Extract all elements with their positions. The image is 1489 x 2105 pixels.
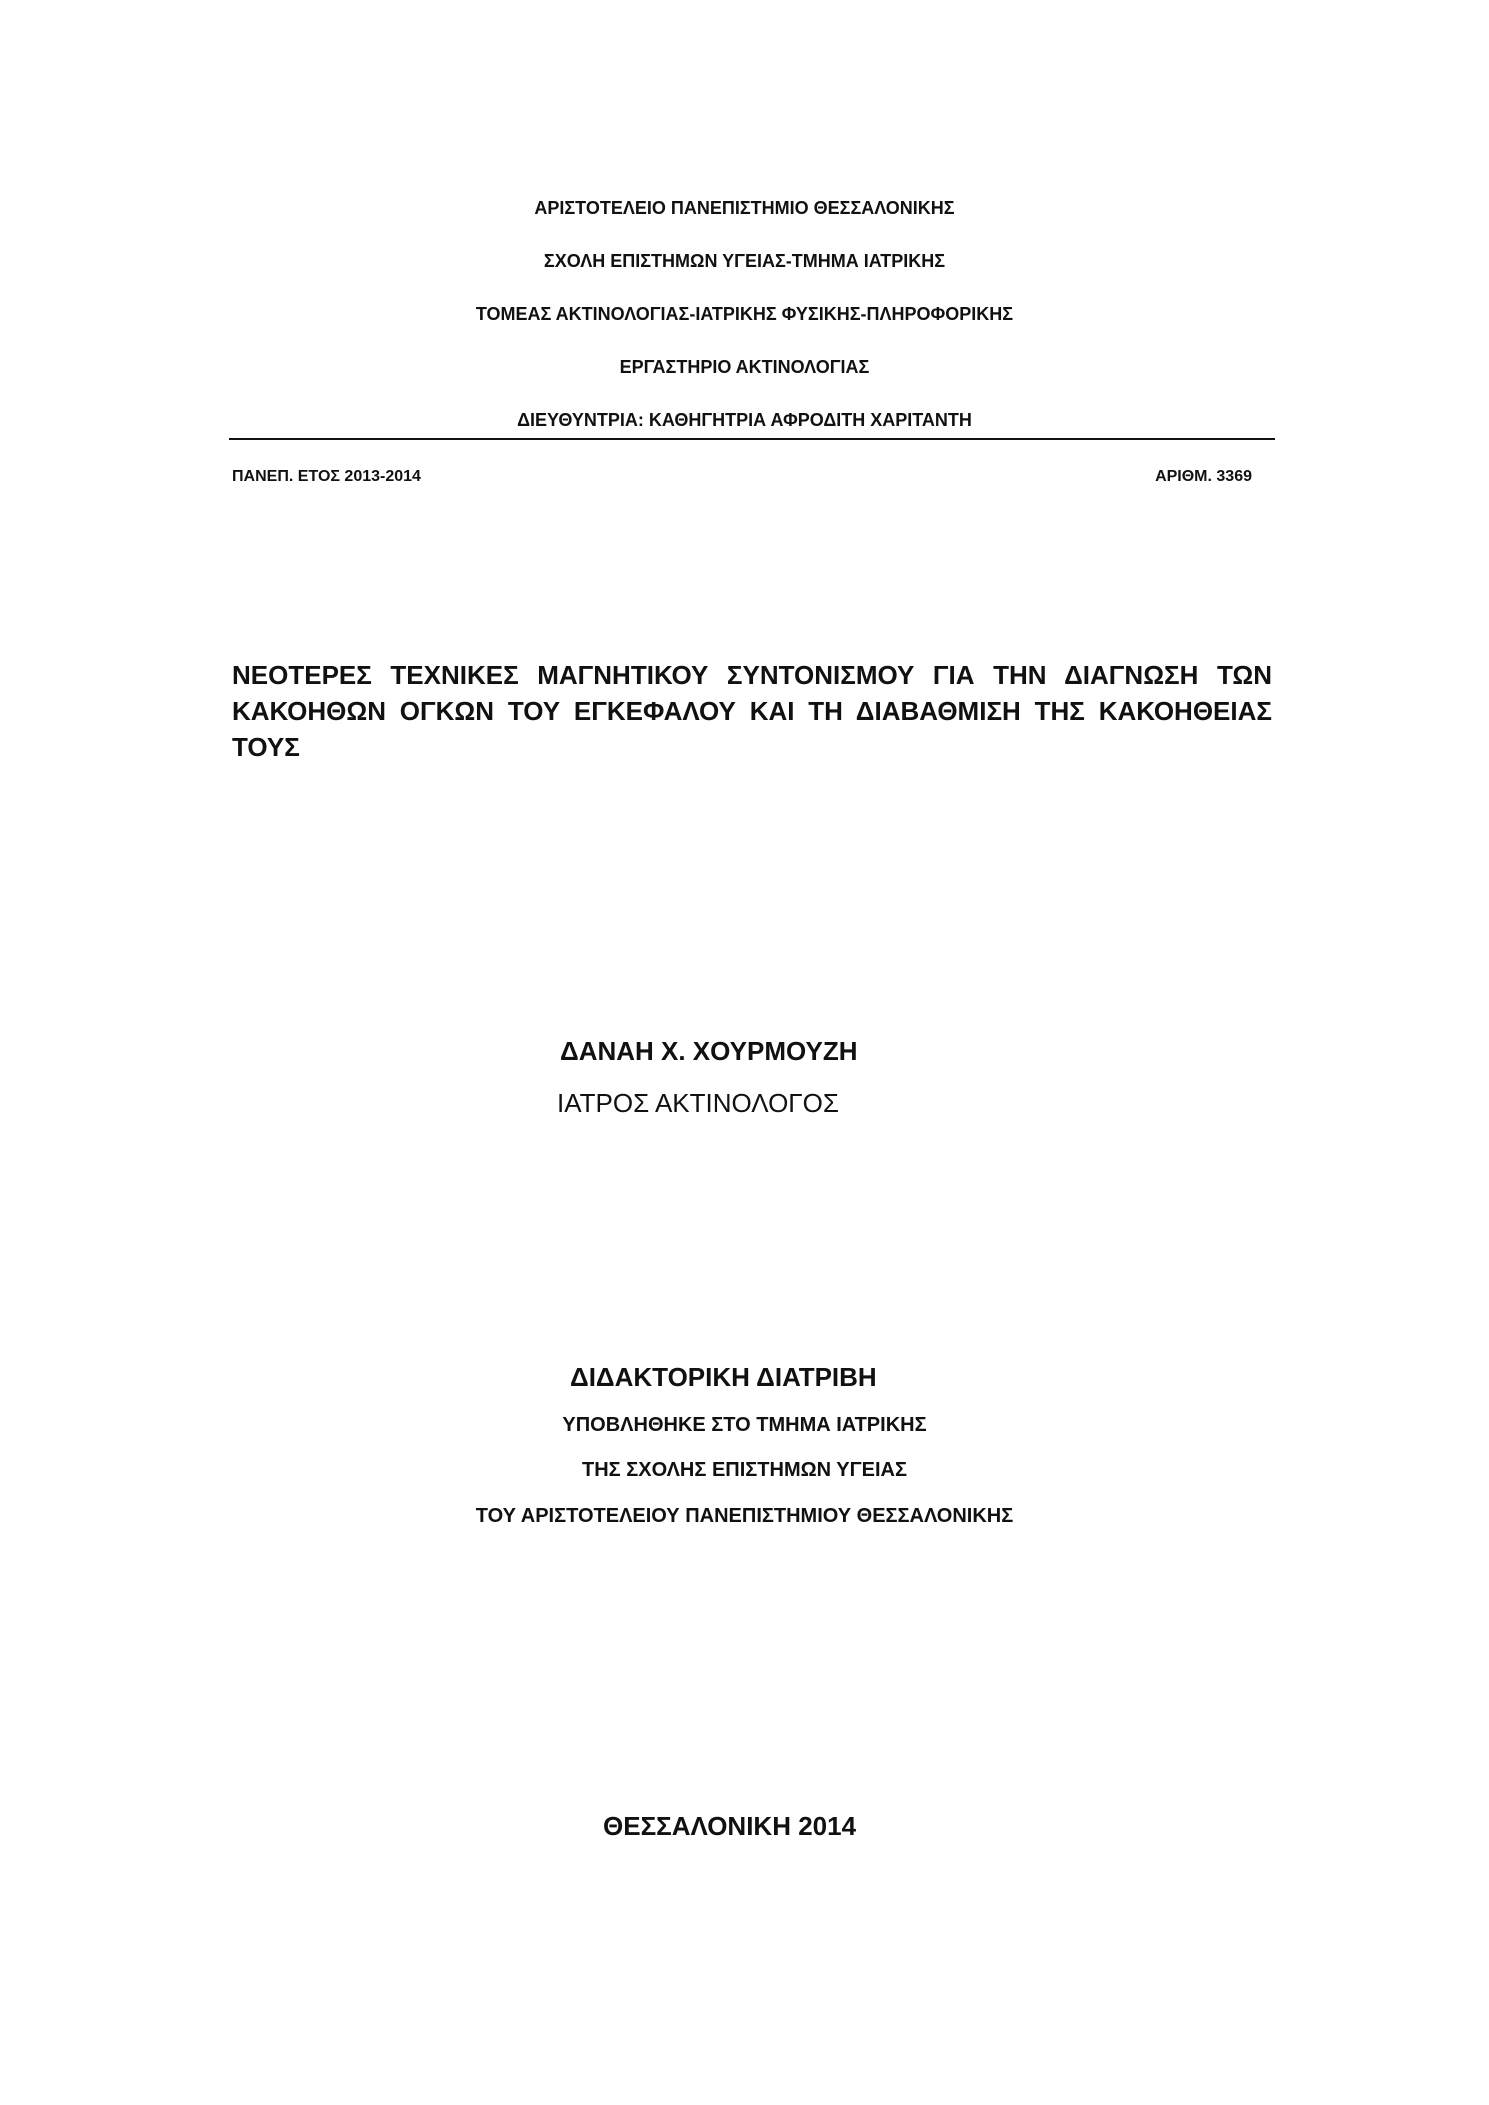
- thesis-title-line-1: ΝΕΟΤΕΡΕΣ ΤΕΧΝΙΚΕΣ ΜΑΓΝΗΤΙΚΟΥ ΣΥΝΤΟΝΙΣΜΟΥ ΓΙΑ ΤΗΝ ΔΙΑΓΝΩΣΗ ΤΩΝ: [232, 660, 1272, 690]
- header-divider: [229, 438, 1275, 440]
- thesis-type: ΔΙΔΑΚΤΟΡΙΚΗ ΔΙΑΤΡΙΒΗ: [570, 1362, 877, 1392]
- thesis-title-line-2: ΚΑΚΟΗΘΩΝ ΟΓΚΩΝ ΤΟΥ ΕΓΚΕΦΑΛΟΥ ΚΑΙ ΤΗ ΔΙΑΒΑΘΜΙΣΗ ΤΗΣ ΚΑΚΟΗΘΕΙΑΣ ΤΟΥΣ: [232, 696, 1272, 762]
- director-line: ΔΙΕΥΘΥΝΤΡΙΑ: ΚΑΘΗΓΗΤΡΙΑ ΑΦΡΟΔΙΤΗ ΧΑΡΙΤΑΝΤΗ: [517, 410, 972, 430]
- university-name: ΑΡΙΣΤΟΤΕΛΕΙΟ ΠΑΝΕΠΙΣΤΗΜΙΟ ΘΕΣΣΑΛΟΝΙΚΗΣ: [534, 198, 955, 218]
- department-name: ΤΟΜΕΑΣ ΑΚΤΙΝΟΛΟΓΙΑΣ-ΙΑΤΡΙΚΗΣ ΦΥΣΙΚΗΣ-ΠΛΗΡΟΦΟΡΙΚΗΣ: [475, 304, 1014, 324]
- school-name: ΣΧΟΛΗ ΕΠΙΣΤΗΜΩΝ ΥΓΕΙΑΣ-ΤΜΗΜΑ ΙΑΤΡΙΚΗΣ: [543, 251, 946, 271]
- submitted-line-3: ΤΟΥ ΑΡΙΣΤΟΤΕΛΕΙΟΥ ΠΑΝΕΠΙΣΤΗΜΙΟΥ ΘΕΣΣΑΛΟΝΙΚΗΣ: [475, 1505, 1014, 1527]
- academic-year: ΠΑΝΕΠ. ΕΤΟΣ 2013-2014: [232, 468, 421, 485]
- place-year: ΘΕΣΣΑΛΟΝΙΚΗ 2014: [603, 1811, 857, 1841]
- submitted-line-1: ΥΠΟΒΛΗΘΗΚΕ ΣΤΟ ΤΜΗΜΑ ΙΑΤΡΙΚΗΣ: [562, 1414, 927, 1436]
- submitted-line-2: ΤΗΣ ΣΧΟΛΗΣ ΕΠΙΣΤΗΜΩΝ ΥΓΕΙΑΣ: [582, 1459, 907, 1481]
- author-role: ΙΑΤΡΟΣ ΑΚΤΙΝΟΛΟΓΟΣ: [557, 1088, 839, 1118]
- document-number: ΑΡΙΘΜ. 3369: [1155, 468, 1252, 485]
- author-name: ΔΑΝΑΗ Χ. ΧΟΥΡΜΟΥΖΗ: [560, 1036, 858, 1066]
- thesis-title: [232, 657, 1272, 765]
- laboratory-name: ΕΡΓΑΣΤΗΡΙΟ ΑΚΤΙΝΟΛΟΓΙΑΣ: [619, 357, 870, 377]
